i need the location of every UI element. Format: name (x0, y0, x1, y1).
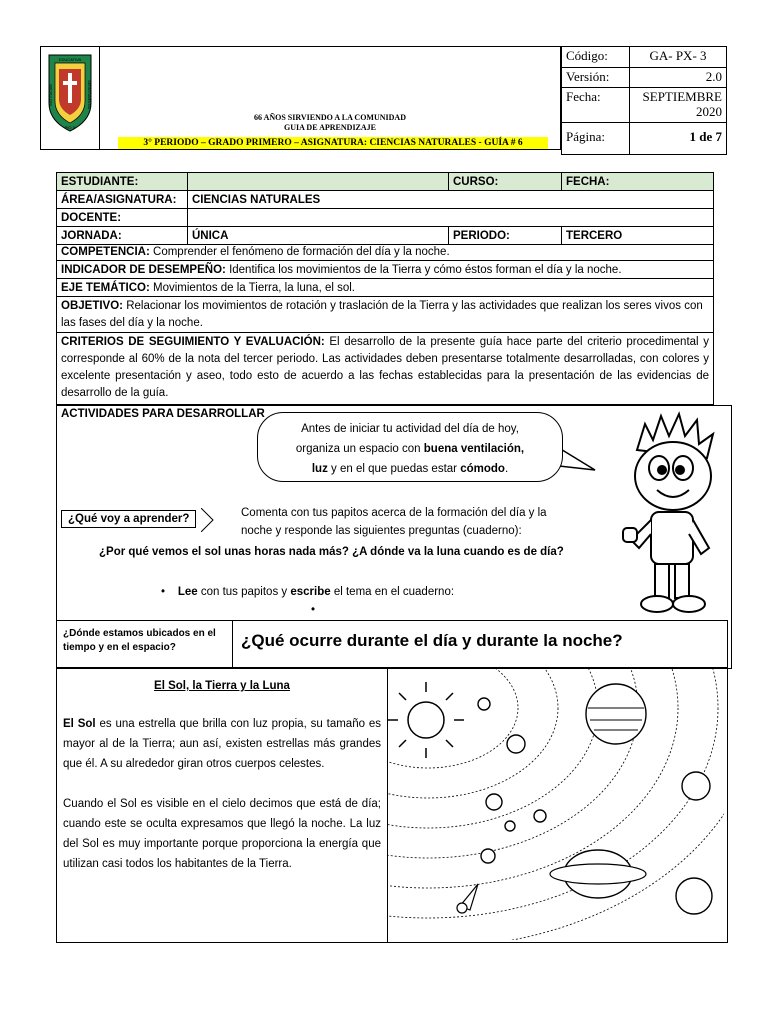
reading-paragraph-2: Cuando el Sol es visible en el cielo decimos que está de día; cuando este se oculta expresamos que llegó la noche. La luz del Sol es muy importante porque proporciona la energía que utilizan casi todos los habitantes de la Tierra. (63, 798, 381, 870)
guide-title: GUIA DE APRENDIZAJE (283, 123, 376, 132)
sun-icon (388, 682, 464, 758)
reading-text (57, 668, 387, 942)
period-subject-line: 3° PERIODO – GRADO PRIMERO – ASIGNATURA: CIENCIAS NATURALES - GUÍA # 6 (118, 137, 548, 149)
school-slogan: 66 AÑOS SIRVIENDO A LA COMUNIDAD (254, 113, 406, 122)
venus-icon (507, 735, 525, 753)
eje-row: EJE TEMÁTICO: Movimientos de la Tierra, la luna, el sol. (56, 279, 714, 297)
meta-row-page: Página: 1 de 7 (561, 123, 727, 155)
neptune-icon (676, 878, 712, 914)
instruction-bubble: Antes de iniciar tu actividad del día de hoy, organiza un espacio con buena ventilación, luz y en el que puedas estar cómodo. (257, 412, 563, 482)
moon-icon (534, 810, 546, 822)
what-will-i-learn-tag: ¿Qué voy a aprender? (61, 510, 196, 528)
reading-title: El Sol, la Tierra y la Luna (154, 680, 290, 692)
table-row: DOCENTE: (57, 209, 714, 227)
objetivo-row: OBJETIVO: Relacionar los movimientos de rotación y traslación de la Tierra y las actividades que realizan los seres vivos con las fases del día y la noche. (56, 297, 714, 333)
table-row: ÁREA/ASIGNATURA: CIENCIAS NATURALES (57, 191, 714, 209)
meta-row-version: Versión: 2.0 (561, 68, 727, 88)
location-in-time-label: ¿Dónde estamos ubicados en el tiempo y en el espacio? (57, 621, 233, 668)
reading-paragraph-1: El Sol es una estrella que brilla con luz propia, su tamaño es mayor al de la Tierra; aun así, existen estrellas más grandes que él. A su alrededor giran otros cuerpos celestes. (63, 718, 381, 770)
tag-arrow (201, 508, 215, 532)
comet-icon (457, 884, 478, 913)
student-info-table (56, 172, 714, 245)
table-row: ESTUDIANTE: CURSO: FECHA: (57, 173, 714, 191)
svg-text:INSTITUCION: INSTITUCION (49, 84, 53, 106)
meta-row-code: Código: GA- PX- 3 (561, 46, 727, 68)
indicador-row: INDICADOR DE DESEMPEÑO: Identifica los movimientos de la Tierra y cómo éstos forman el día y la noche. (56, 261, 714, 279)
topic-question: ¿Qué ocurre durante el día y durante la noche? (241, 631, 623, 650)
school-shield-logo (41, 47, 99, 147)
table-row: JORNADA: ÚNICA PERIODO: TERCERO (57, 227, 714, 245)
solar-system-illustration (387, 668, 726, 942)
speech-bubble-tail (559, 444, 599, 474)
comment-instruction: Comenta con tus papitos acerca de la formación del día y la noche y responde las siguientes preguntas (cuaderno): (241, 507, 547, 537)
svg-text:EDUCATIVA: EDUCATIVA (58, 57, 82, 62)
jupiter-icon (586, 684, 646, 744)
meta-row-date: Fecha: SEPTIEMBRE 2020 (561, 88, 727, 123)
bullet-icon: • (311, 604, 316, 616)
document-meta (561, 46, 727, 150)
reading-section (56, 667, 728, 943)
guiding-questions: ¿Por qué vemos el sol unas horas nada más? ¿A dónde va la luna cuando es de día? (99, 546, 564, 558)
cartoon-boy-illustration (617, 410, 727, 620)
mercury-icon (478, 698, 490, 710)
logo-cell (40, 46, 100, 150)
svg-text:PIO X: PIO X (64, 125, 76, 130)
mars-icon (481, 849, 495, 863)
student-name-field[interactable] (188, 173, 449, 191)
read-write-instruction: • Lee con tus papitos y escribe el tema en el cuaderno: (161, 586, 455, 598)
topic-row (56, 620, 728, 669)
activities-title: ACTIVIDADES PARA DESARROLLAR (61, 408, 265, 420)
teacher-field[interactable] (188, 209, 714, 227)
uranus-icon (682, 772, 710, 800)
solar-system-drawing (388, 668, 724, 940)
earth-icon (486, 794, 502, 810)
competencia-row: COMPETENCIA: Comprender el fenómeno de formación del día y la noche. (56, 243, 714, 261)
bullet-icon: • (161, 586, 166, 598)
svg-text:DEPARTAMENTAL: DEPARTAMENTAL (87, 80, 91, 110)
criterios-row: CRITERIOS DE SEGUIMIENTO Y EVALUACIÓN: El desarrollo de la presente guía hace parte del criterio procedimental y corresponde al 60% de la nota del tercer periodo. Las actividades deben presentarse totalmente desarrolladas, con colores y excelente presentación y aseo, todo esto de acuerdo a las fechas establecidas para la presentación de las evidencias de desarrollo de la guía. (56, 333, 714, 405)
header-title-cell (99, 46, 561, 150)
